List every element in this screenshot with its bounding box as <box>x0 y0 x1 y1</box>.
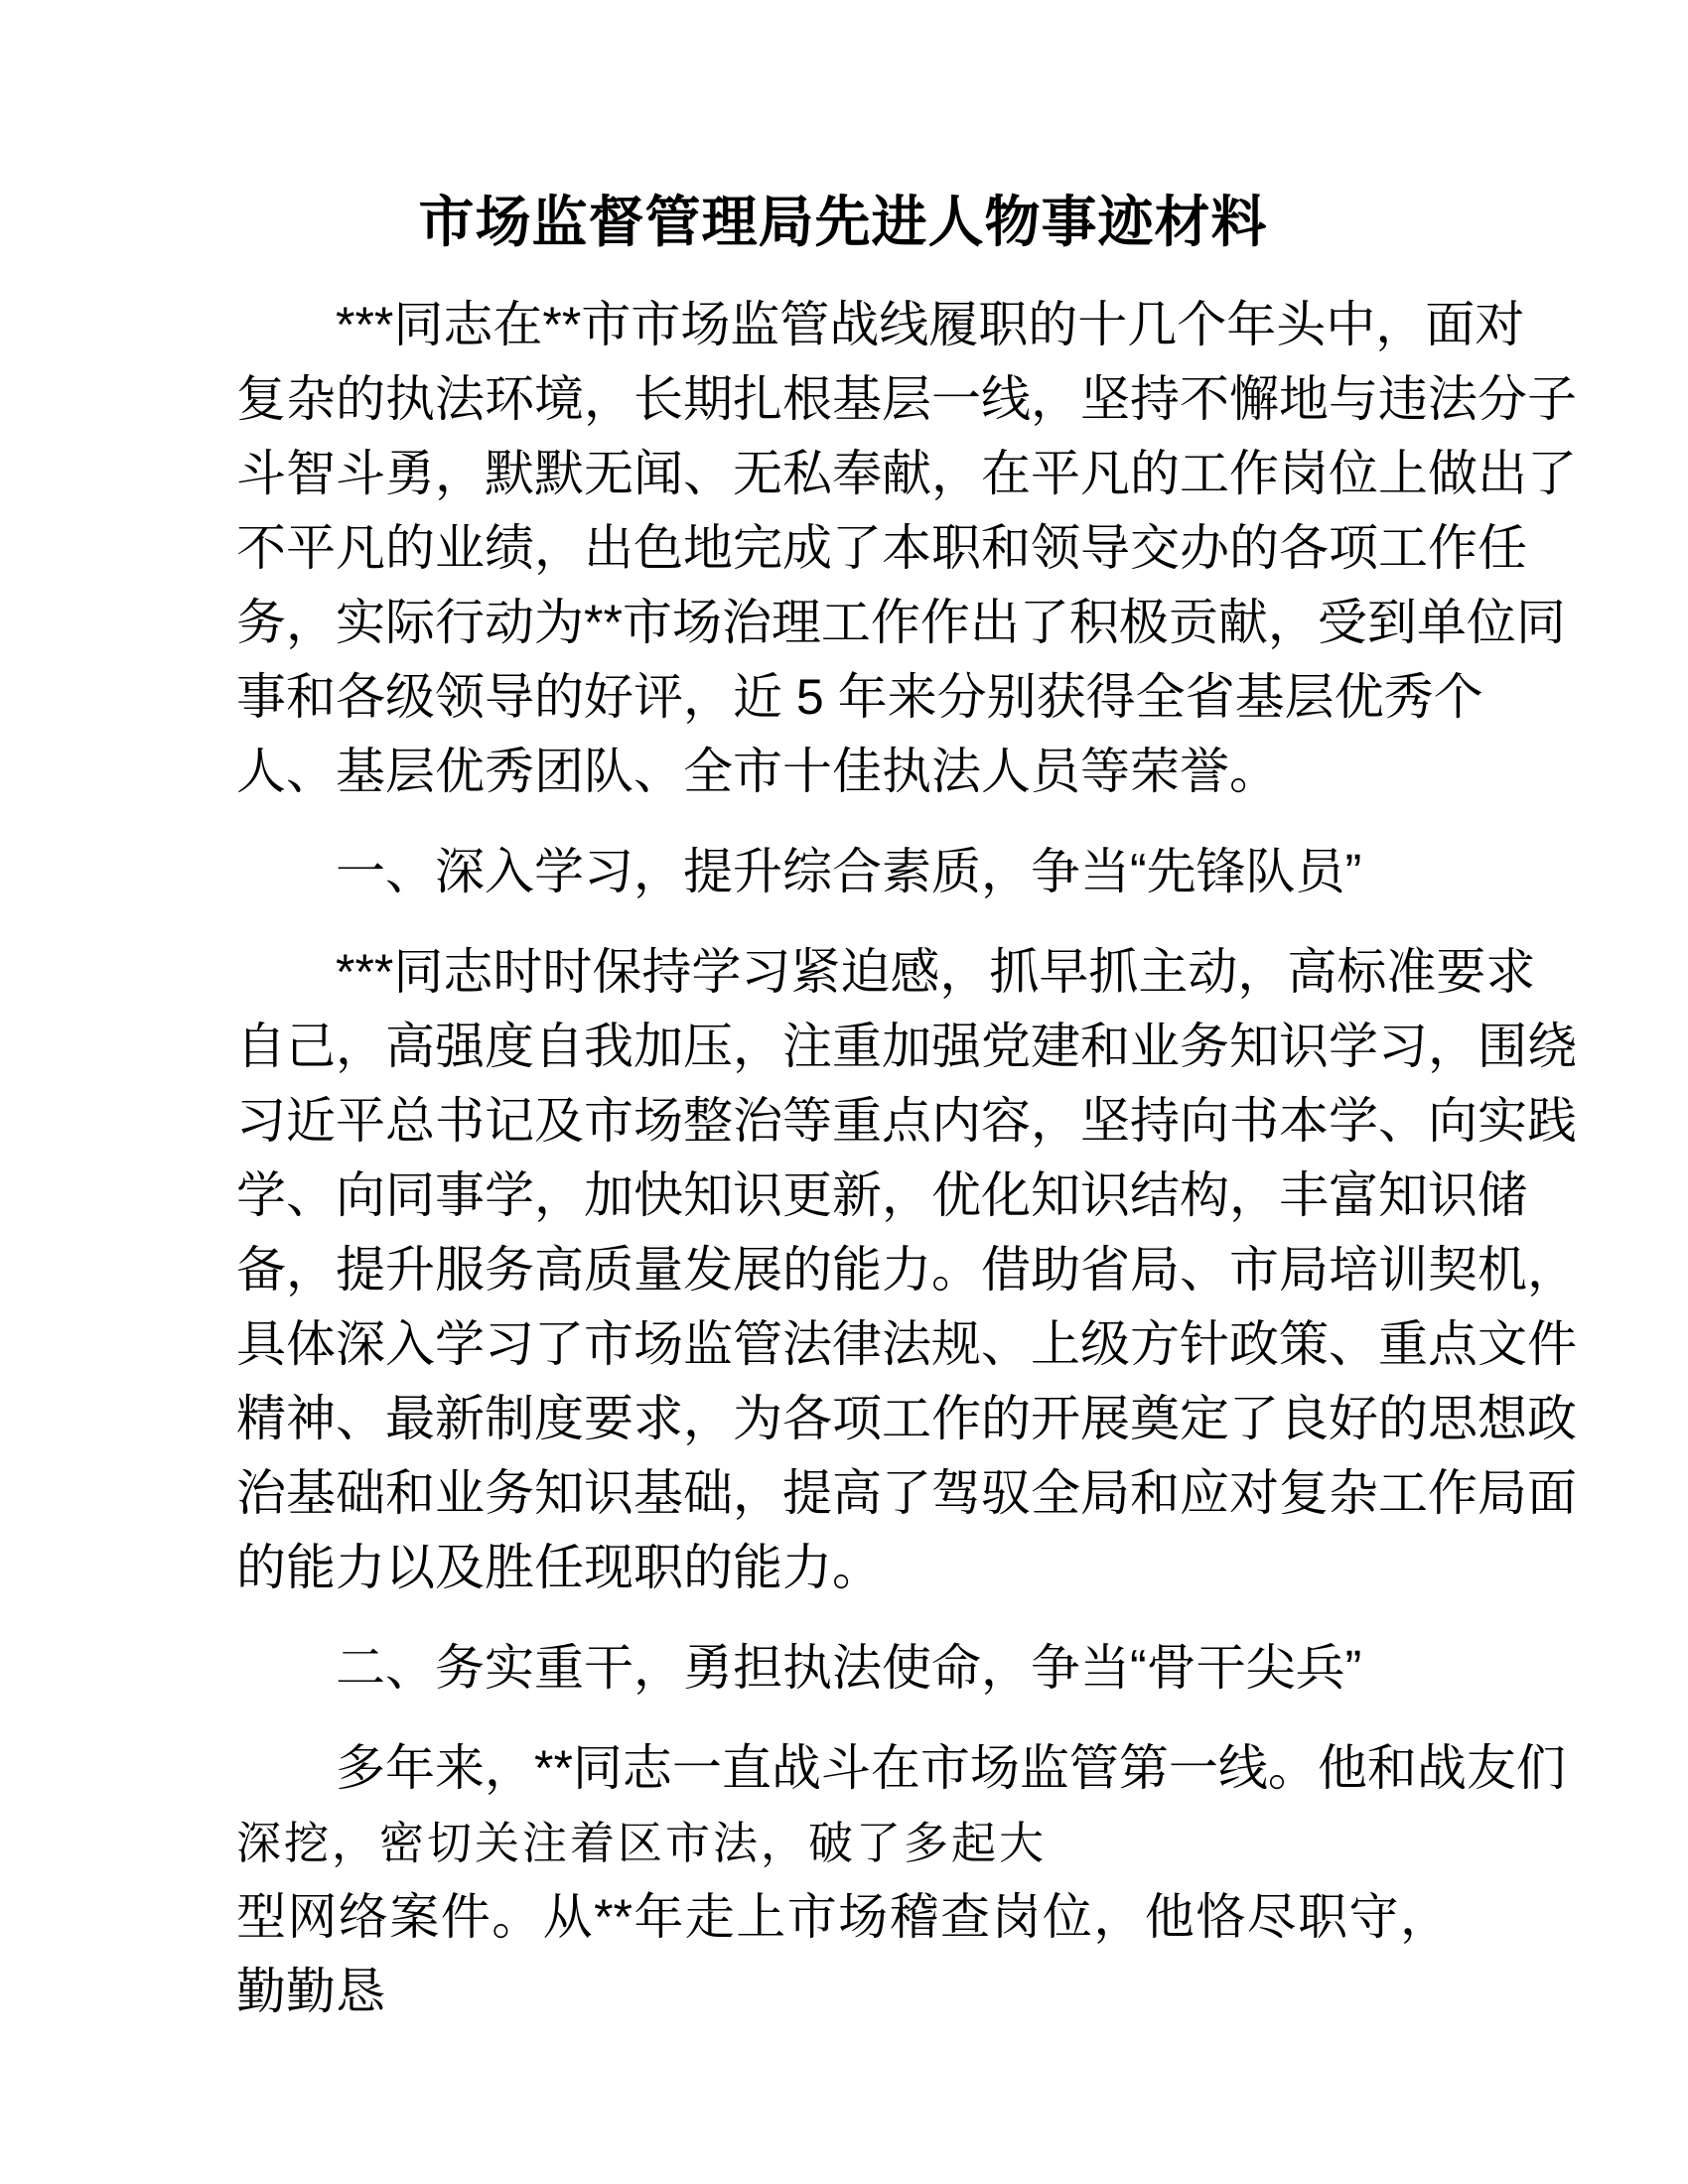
text-line: 务，实际行动为**市场治理工作作出了积极贡献，受到单位同 <box>236 595 1566 651</box>
text-line: 多年来，**同志一直战斗在市场监管第一线。他和战友们 <box>336 1740 1566 1797</box>
text-line-alt-font: 深挖，密切关注着区市法，破了多起大 <box>236 1817 1048 1870</box>
text-line: 治基础和业务知识基础，提高了驾驭全局和应对复杂工作局面 <box>236 1465 1577 1522</box>
text-line: 复杂的执法环境，长期扎根基层一线，坚持不懈地与违法分子 <box>236 371 1577 428</box>
text-line: 人、基层优秀团队、全市十佳执法人员等荣誉。 <box>236 744 1279 800</box>
page-title: 市场监督管理局先进人物事迹材料 <box>418 191 1268 253</box>
text-line: ***同志时时保持学习紧迫感，抓早抓主动，高标准要求 <box>336 944 1536 1001</box>
section-heading-1: 一、深入学习，提升综合素质，争当“先锋队员” <box>336 844 1362 900</box>
text-line: 事和各级领导的好评，近 5 年来分别获得全省基层优秀个 <box>236 669 1483 726</box>
text-line: 的能力以及胜任现职的能力。 <box>236 1540 882 1596</box>
text-line: 习近平总书记及市场整治等重点内容，坚持向书本学、向实践 <box>236 1093 1577 1150</box>
text-line: 型网络案件。从**年走上市场稽查岗位，他恪尽职守，勤勤恳 <box>236 1889 1450 2020</box>
section-1-paragraph <box>236 935 1577 1605</box>
text-line: 自己，高强度自我加压，注重加强党建和业务知识学习，围绕 <box>236 1019 1577 1075</box>
text-line: 备，提升服务高质量发展的能力。借助省局、市局培训契机， <box>236 1242 1577 1298</box>
section-2-paragraph <box>236 1731 1566 2029</box>
text-line: ***同志在**市市场监管战线履职的十几个年头中，面对 <box>336 297 1525 353</box>
section-heading-2: 二、务实重干，勇担执法使命，争当“骨干尖兵” <box>336 1640 1362 1697</box>
text-line: 精神、最新制度要求，为各项工作的开展奠定了良好的思想政 <box>236 1391 1577 1447</box>
text-line: 具体深入学习了市场监管法律法规、上级方针政策、重点文件 <box>236 1316 1577 1373</box>
intro-paragraph <box>236 288 1577 809</box>
text-line: 斗智斗勇，默默无闻、无私奉献，在平凡的工作岗位上做出了 <box>236 446 1577 502</box>
text-line: 学、向同事学，加快知识更新，优化知识结构，丰富知识储 <box>236 1167 1527 1224</box>
text-line: 不平凡的业绩，出色地完成了本职和领导交办的各项工作任 <box>236 520 1527 577</box>
